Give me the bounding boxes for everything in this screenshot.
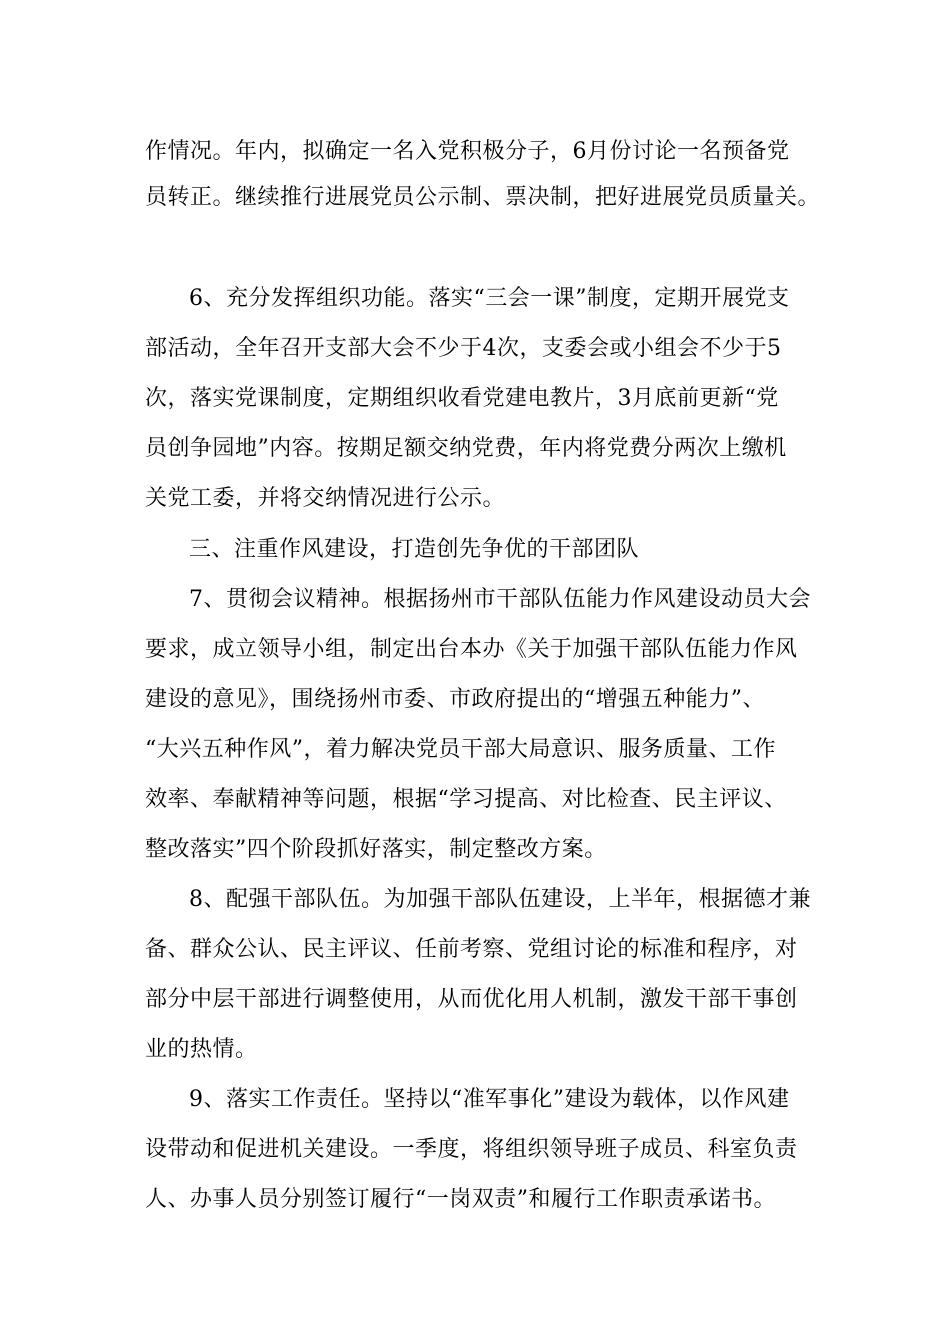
- text-line: 员创争园地”内容。按期足额交纳党费，年内将党费分两次上缴机: [145, 436, 787, 461]
- text-line: 7、贯彻会议精神。根据扬州市干部队伍能力作风建设动员大会: [189, 587, 811, 612]
- text-line: “大兴五种作风”，着力解决党员干部大局意识、服务质量、工作: [145, 737, 776, 762]
- text-line: 要求，成立领导小组，制定出台本办《关于加强干部队伍能力作风: [145, 637, 798, 662]
- text-line: 业的热情。: [145, 1037, 258, 1062]
- text-line: 员转正。继续推行进展党员公示制、票决制，把好进展党员质量关。: [145, 185, 821, 210]
- text-line: 9、落实工作责任。坚持以“准军事化”建设为载体，以作风建: [189, 1087, 790, 1112]
- text-line: 备、群众公认、民主评议、任前考察、党组讨论的标准和程序，对: [145, 937, 798, 962]
- text-line: 设带动和促进机关建设。一季度，将组织领导班子成员、科室负责: [145, 1137, 798, 1162]
- text-line: 部活动，全年召开支部大会不少于4次，支委会或小组会不少于5: [145, 336, 782, 361]
- text-line: 8、配强干部队伍。为加强干部队伍建设，上半年，根据德才兼: [189, 887, 811, 912]
- text-line: 整改落实”四个阶段抓好落实，制定整改方案。: [145, 837, 607, 862]
- text-line: 部分中层干部进行调整使用，从而优化用人机制，激发干部干事创: [145, 987, 798, 1012]
- text-line: 人、办事人员分别签订履行“一岗双责”和履行工作职责承诺书。: [145, 1187, 776, 1212]
- text-line: 6、充分发挥组织功能。落实“三会一课”制度，定期开展党支: [189, 286, 790, 311]
- text-line: 关党工委，并将交纳情况进行公示。: [145, 486, 506, 511]
- text-line: 作情况。年内，拟确定一名入党积极分子，6月份讨论一名预备党: [145, 139, 790, 164]
- text-line: 次，落实党课制度，定期组织收看党建电教片，3月底前更新“党: [145, 386, 779, 411]
- text-line: 效率、奉献精神等问题，根据“学习提高、对比检查、民主评议、: [145, 787, 787, 812]
- text-line: 建设的意见》，围绕扬州市委、市政府提出的“增强五种能力”、: [145, 687, 765, 712]
- section-heading: 三、注重作风建设，打造创先争优的干部团队: [189, 537, 640, 562]
